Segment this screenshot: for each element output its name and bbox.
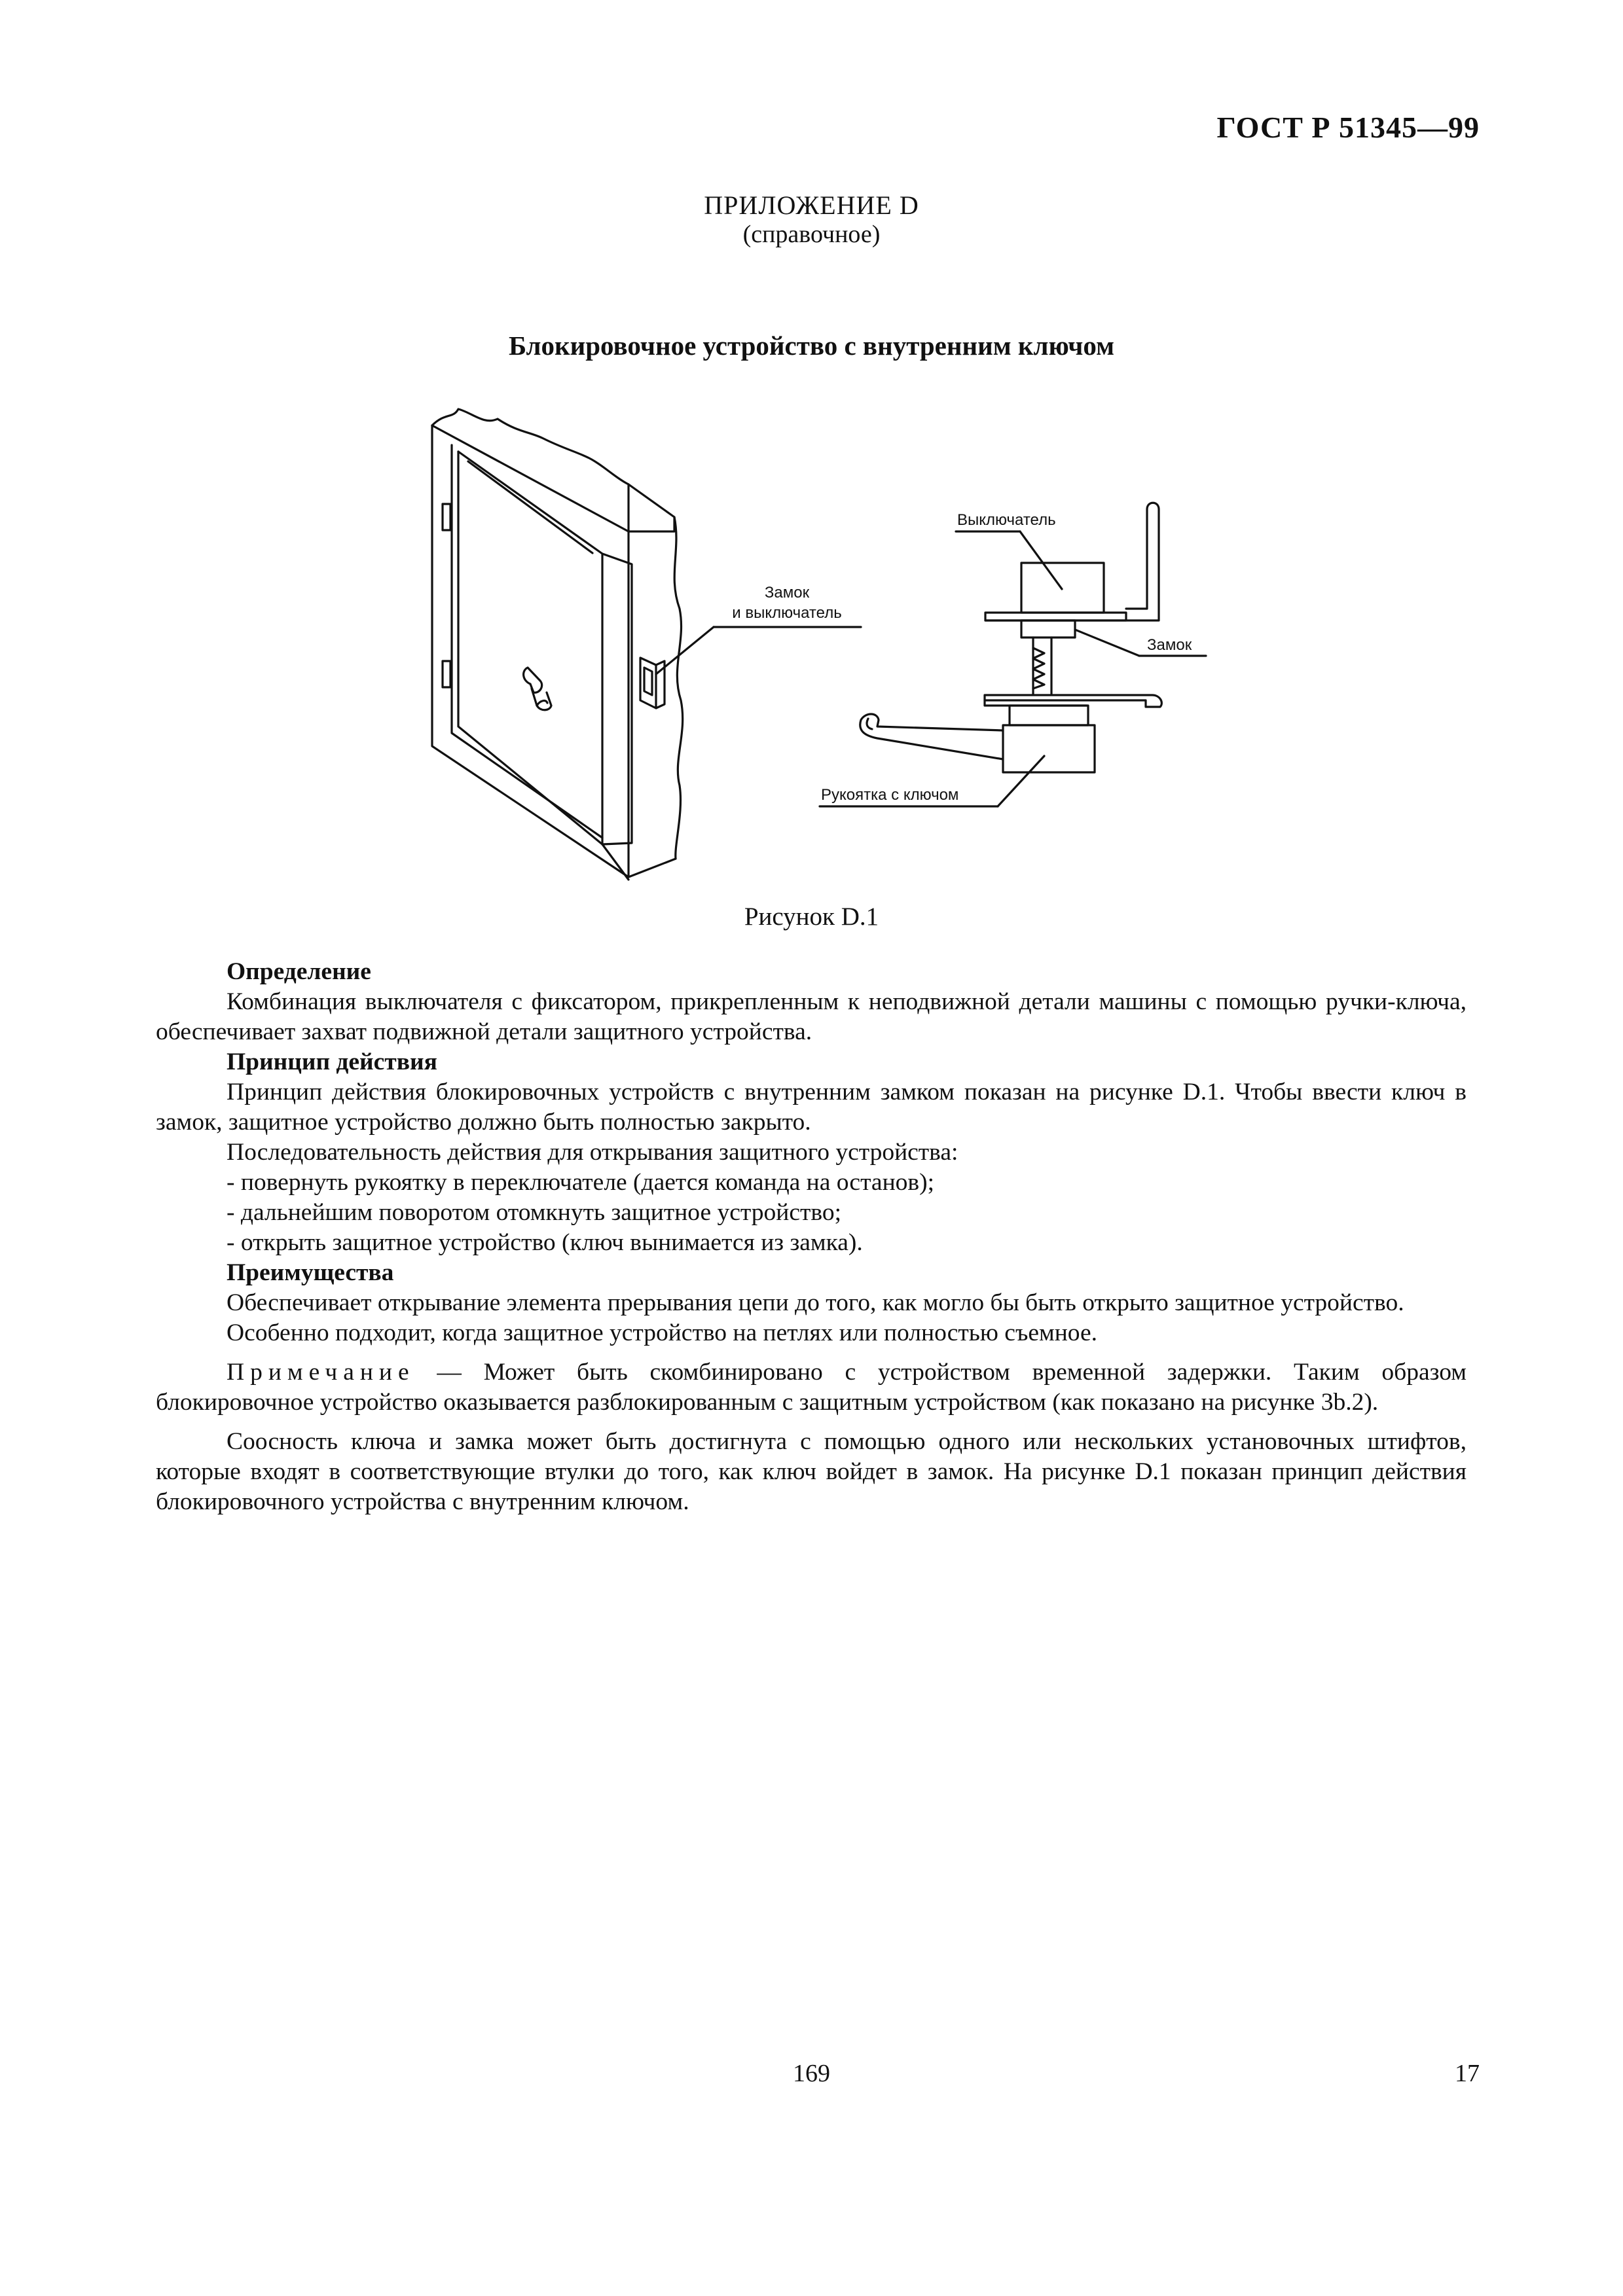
note-text: — Может быть скомбинировано с устройством временной задержки. Таким образом блокировочное устройство оказывается разблокированным с защитным устройством (как показано на рисунке 3b.2). <box>156 1359 1467 1416</box>
label-handle-with-key-text: Рукоятка с ключом <box>821 786 959 804</box>
label-lock-text: Замок <box>1147 636 1192 654</box>
label-lock-and-switch <box>656 584 861 674</box>
label-handle-with-key <box>820 756 1044 806</box>
label-lock-and-switch-line2: и выключатель <box>732 604 842 622</box>
sequence-item: - открыть защитное устройство (ключ вынимается из замка). <box>227 1229 863 1256</box>
label-lock <box>1075 630 1206 656</box>
annex-subtitle: (справочное) <box>742 221 881 248</box>
note <box>156 1357 1467 1418</box>
principle-heading: Принцип действия <box>227 1049 437 1075</box>
document-title: Блокировочное устройство с внутренним ключом <box>508 331 1115 361</box>
definition-text: Комбинация выключателя с фиксатором, прикрепленным к неподвижной детали машины с помощью ручки-ключа, обеспечивает захват подвижной детали защитного устройства. <box>156 988 1467 1045</box>
label-switch <box>956 511 1062 589</box>
sequence-item: - дальнейшим поворотом отомкнуть защитное устройство; <box>227 1199 841 1226</box>
sequence-intro: Последовательность действия для открывания защитного устройства: <box>227 1139 958 1166</box>
advantages-text-1: Обеспечивает открывание элемента прерывания цепи до того, как могло бы быть открыто защитное устройство. <box>227 1289 1404 1316</box>
mechanism-drawing <box>860 503 1162 772</box>
label-switch-text: Выключатель <box>957 511 1056 529</box>
note-label: Примечание <box>227 1359 415 1386</box>
definition-heading: Определение <box>227 958 371 985</box>
final-text: Соосность ключа и замка может быть достигнута с помощью одного или нескольких установочных штифтов, которые входят в соответствующие втулки до того, как ключ войдет в замок. На рисунке D.1 показан принцип действия блокировочного устройства с внутренним ключом. <box>156 1428 1467 1515</box>
annex-title: ПРИЛОЖЕНИЕ D <box>704 190 919 220</box>
advantages-heading: Преимущества <box>227 1259 394 1286</box>
label-lock-and-switch-line1: Замок <box>764 584 810 601</box>
body-text <box>156 957 1467 1517</box>
page-number-center: 169 <box>793 2060 830 2087</box>
figure-d1 <box>406 393 1257 890</box>
principle-text: Принцип действия блокировочных устройств с внутренним замком показан на рисунке D.1. Чтобы ввести ключ в замок, защитное устройство должно быть полностью закрыто. <box>156 1079 1467 1136</box>
sequence-item: - повернуть рукоятку в переключателе (дается команда на останов); <box>227 1169 934 1196</box>
figure-caption: Рисунок D.1 <box>744 903 879 931</box>
advantages-text-2: Особенно подходит, когда защитное устройство на петлях или полностью съемное. <box>227 1319 1098 1346</box>
standard-code: ГОСТ Р 51345—99 <box>1216 111 1480 144</box>
page-number-right: 17 <box>1455 2060 1480 2087</box>
cabinet-drawing <box>432 409 683 880</box>
